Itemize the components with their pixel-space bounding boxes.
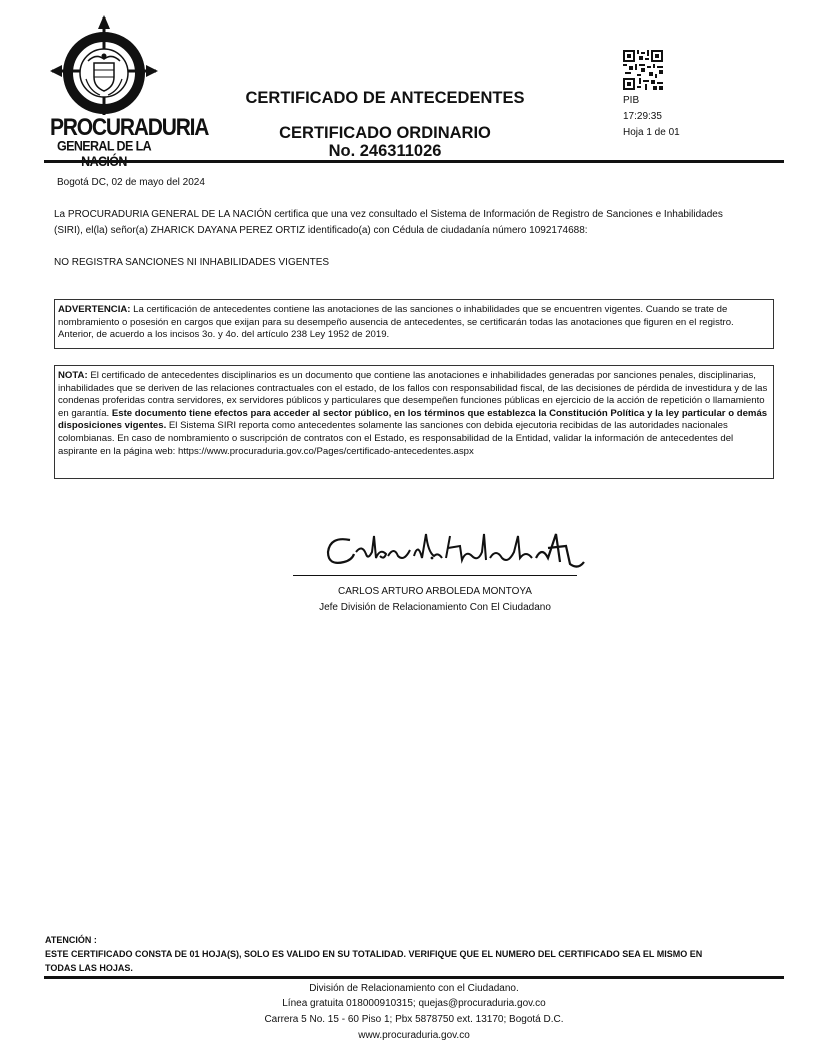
note-text: El certificado de antecedentes disciplinarios es un documento que contiene las anotaciones e inhabilidades generadas por sanciones penales, disciplinarias, inhabilidades que se deriven de las relaciones contractuales con el estado, de los fallos con responsabilidad fiscal, de las decisiones de pérdida de investidura y de las condenas proferidas contra servidores, ex servidores públicos y particulares que desempeñen funciones públicas en ejercicio de la acción de repetición o llamamiento en garantía.	[58, 370, 768, 419]
intro-paragraph	[54, 208, 780, 238]
qr-code-icon	[623, 50, 663, 90]
document-subtitle: CERTIFICADO ORDINARIO	[279, 124, 491, 142]
warning-box	[54, 299, 774, 349]
intro-line-2: (SIRI), el(la) señor(a) ZHARICK DAYANA PEREZ ORTIZ identificado(a) con Cédula de ciudadanía número 1092174688:	[54, 225, 588, 236]
note-bold-text: Este documento tiene efectos para acceder al sector público, en los términos que establezca la Constitución Política y la ley particular o demás disposiciones vigentes.	[58, 407, 768, 432]
logo-wordmark: PROCURADURIA	[50, 114, 209, 141]
footer-division: División de Relacionamiento con el Ciudadano.	[309, 983, 519, 994]
header-divider	[44, 160, 784, 163]
signer-name: CARLOS ARTURO ARBOLEDA MONTOYA	[338, 586, 532, 597]
intro-line-1: La PROCURADURIA GENERAL DE LA NACIÓN certifica que una vez consultado el Sistema de Información de Registro de Sanciones e Inhabilidades	[54, 209, 723, 220]
warning-label: ADVERTENCIA:	[58, 304, 131, 315]
attention-line-1: ESTE CERTIFICADO CONSTA DE 01 HOJA(S), SOLO ES VALIDO EN SU TOTALIDAD. VERIFIQUE QUE EL NUMERO DEL CERTIFICADO SEA EL MISMO EN	[45, 949, 703, 959]
note-label: NOTA:	[58, 370, 88, 381]
page-count: Hoja 1 de 01	[623, 127, 680, 138]
footer-address: Carrera 5 No. 15 - 60 Piso 1; Pbx 5878750 ext. 13170; Bogotá D.C.	[264, 1014, 564, 1025]
issue-date: Bogotá DC, 02 de mayo del 2024	[57, 177, 205, 188]
result-statement: NO REGISTRA SANCIONES NI INHABILIDADES VIGENTES	[54, 257, 330, 268]
logo-subtitle: GENERAL DE LA	[56, 138, 152, 154]
handwritten-signature	[322, 522, 592, 576]
attention-line-2: TODAS LAS HOJAS.	[45, 963, 133, 973]
document-title: CERTIFICADO DE ANTECEDENTES	[245, 89, 525, 107]
warning-text: La certificación de antecedentes contiene las anotaciones de las sanciones o inhabilidades que se encuentren vigentes. Cuando se trate de nombramiento o posesión en cargos que exijan para su desempeño ausencia de antecedentes, se certificarán todas las anotaciones que figuren en el registro. Anterior, de acuerdo a los incisos 3o. y 4o. del artículo 238 Ley 1952 de 2019.	[58, 304, 734, 341]
footer-contact: Línea gratuita 018000910315; quejas@procuraduria.gov.co	[282, 998, 546, 1009]
issue-time: 17:29:35	[623, 111, 662, 122]
footer-divider	[44, 976, 784, 979]
signature-line	[293, 575, 577, 576]
attention-label: ATENCIÓN :	[45, 935, 97, 945]
note-box	[54, 365, 774, 479]
reference-code: PIB	[623, 95, 640, 106]
certificate-number: No. 246311026	[328, 142, 442, 160]
signer-title: Jefe División de Relacionamiento Con El Ciudadano	[319, 602, 551, 613]
footer-website: www.procuraduria.gov.co	[358, 1030, 470, 1041]
note-text-continued: El Sistema SIRI reporta como antecedentes solamente las sanciones con debida ejecutoria recibidas de las autoridades nacionales colombianas. En caso de nombramiento o suscripción de contratos con el Estado, es responsabilidad de la Entidad, validar la información de antecedentes del aspirante en la página web: https://www.procuraduria.gov.co/Pages/certificado-antecedentes.aspx	[58, 420, 734, 457]
